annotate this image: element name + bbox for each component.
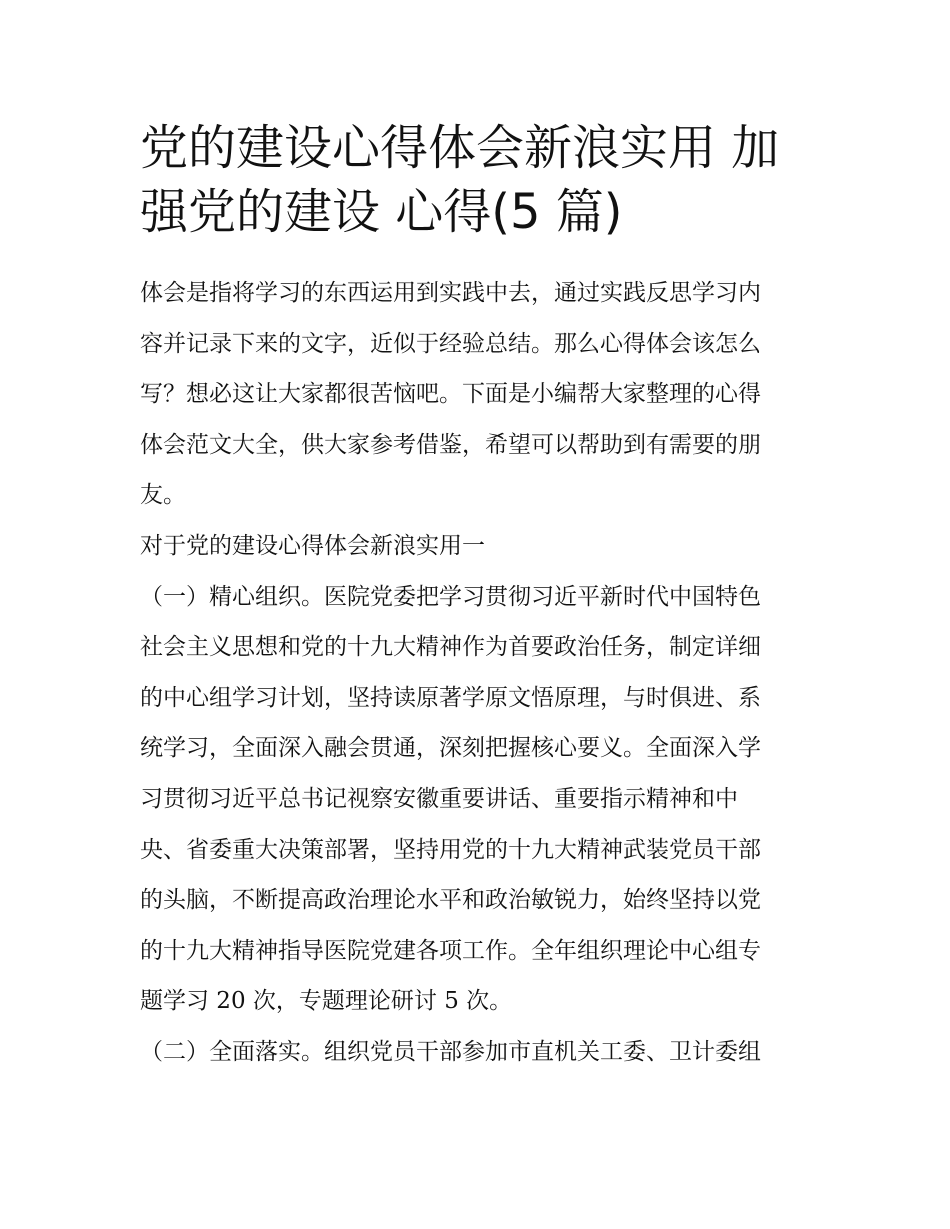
text-line: 社会主义思想和党的十九大精神作为首要政治任务，制定详细 [140, 634, 761, 661]
text-line: 容并记录下来的文字，近似于经验总结。那么心得体会该怎么 [140, 330, 761, 357]
text-line: 习贯彻习近平总书记视察安徽重要讲话、重要指示精神和中 [140, 785, 738, 812]
text-line: 的十九大精神指导医院党建各项工作。全年组织理论中心组专 [140, 937, 761, 964]
text-line: 题学习 20 次，专题理论研讨 5 次。 [140, 988, 513, 1015]
document-body [140, 268, 810, 1078]
section-heading [140, 521, 810, 572]
body-paragraph [140, 572, 810, 1027]
text-line: 体会范文大全，供大家参考借鉴，希望可以帮助到有需要的朋 [140, 431, 761, 458]
document-title [140, 116, 810, 244]
body-paragraph [140, 1027, 810, 1078]
text-line: 央、省委重大决策部署，坚持用党的十九大精神武装党员干部 [140, 836, 761, 863]
intro-paragraph [140, 268, 810, 521]
text-line: 的中心组学习计划，坚持读原著学原文悟原理，与时俱进、系 [140, 684, 761, 711]
text-line: （一）精心组织。医院党委把学习贯彻习近平新时代中国特色 [140, 583, 761, 610]
text-line: 友。 [140, 482, 186, 509]
document-content [140, 116, 810, 1078]
title-line: 强党的建设 心得(5 篇) [140, 184, 623, 240]
text-line: 体会是指将学习的东西运用到实践中去，通过实践反思学习内 [140, 280, 761, 306]
title-line: 党的建设心得体会新浪实用 加 [140, 120, 780, 176]
text-line: 写？想必这让大家都很苦恼吧。下面是小编帮大家整理的心得 [140, 381, 761, 408]
text-line: 的头脑，不断提高政治理论水平和政治敏锐力，始终坚持以党 [140, 887, 761, 914]
text-line: 对于党的建设心得体会新浪实用一 [140, 532, 485, 559]
text-line: 统学习，全面深入融会贯通，深刻把握核心要义。全面深入学 [140, 735, 761, 762]
text-line: （二）全面落实。组织党员干部参加市直机关工委、卫计委组 [140, 1038, 761, 1065]
